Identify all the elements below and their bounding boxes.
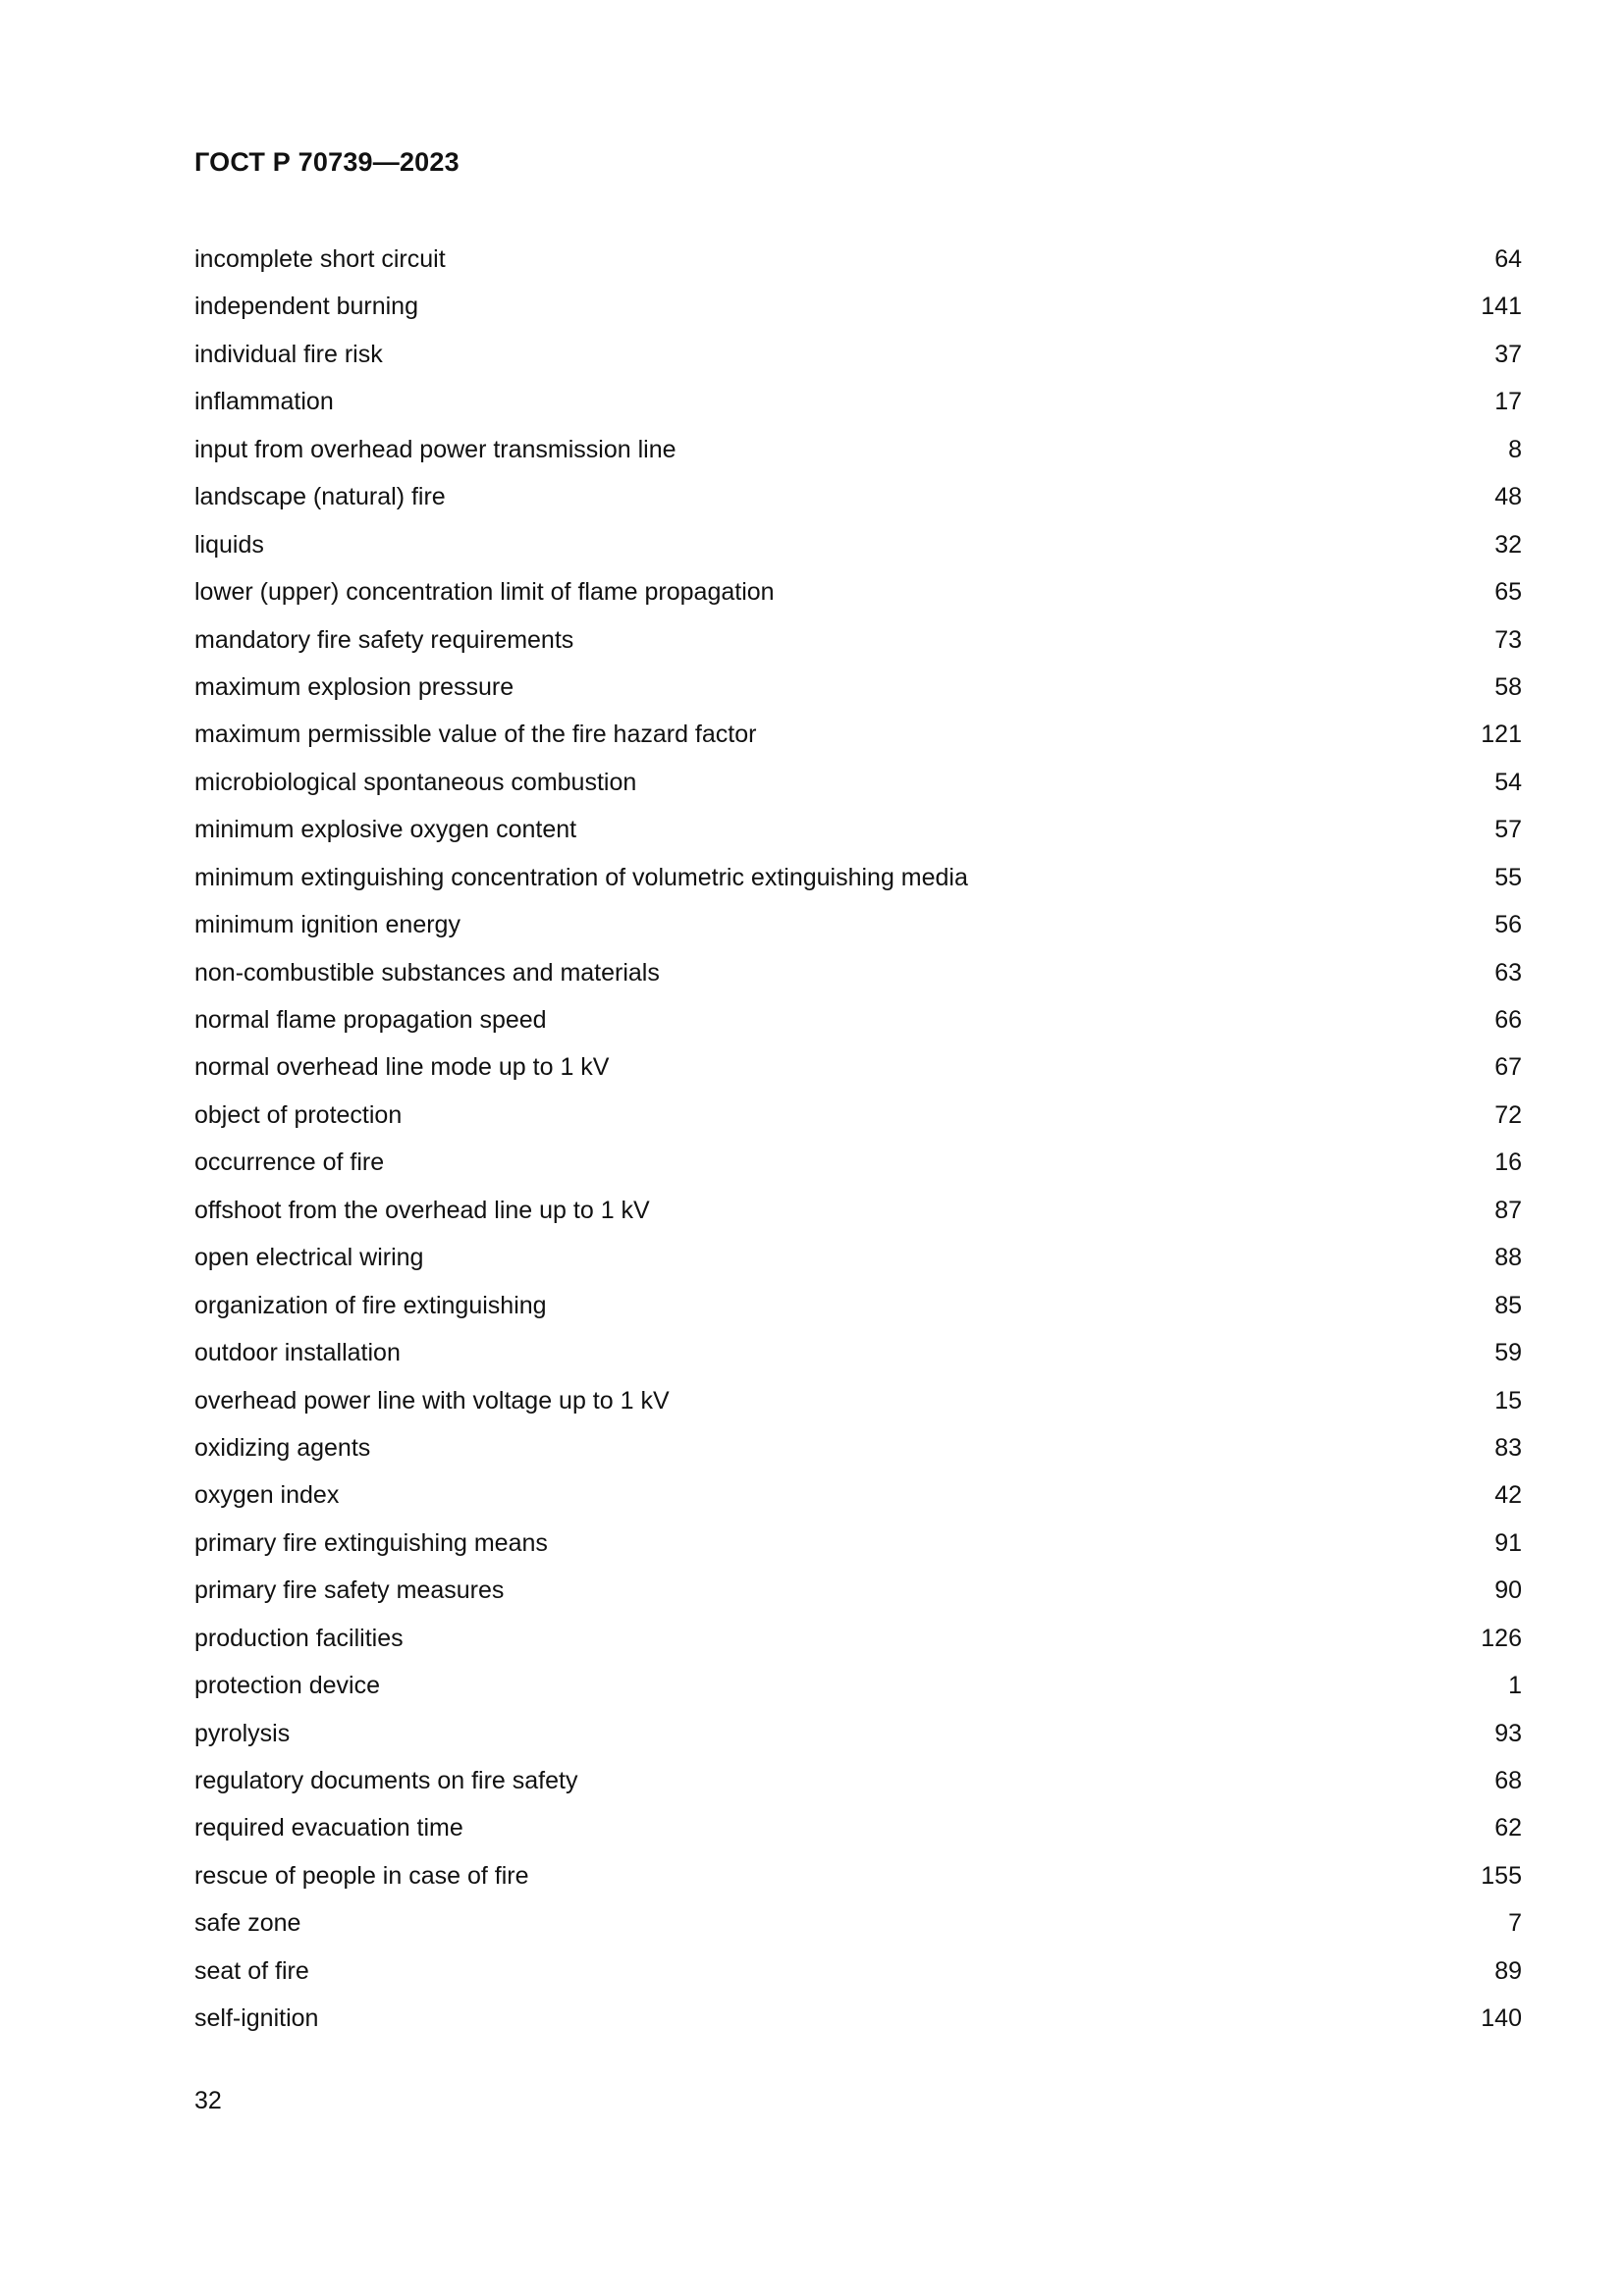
- index-term: object of protection: [194, 1100, 403, 1129]
- document-header: ГОСТ Р 70739—2023: [194, 147, 460, 177]
- index-term-number: 67: [1494, 1053, 1522, 1082]
- index-entry: [194, 949, 1522, 996]
- index-term: overhead power line with voltage up to 1 kV: [194, 1386, 670, 1415]
- index-entry: [194, 1377, 1522, 1424]
- index-term-number: 87: [1494, 1196, 1522, 1224]
- index-term: mandatory fire safety requirements: [194, 625, 574, 654]
- index-term-number: 91: [1494, 1528, 1522, 1557]
- index-term: outdoor installation: [194, 1339, 401, 1367]
- index-entry: [194, 1615, 1522, 1662]
- index-term-number: 56: [1494, 911, 1522, 939]
- index-term-number: 73: [1494, 625, 1522, 654]
- index-entry: [194, 1662, 1522, 1709]
- index-term-number: 64: [1494, 245, 1522, 273]
- index-term: minimum explosive oxygen content: [194, 816, 577, 844]
- index-entry: [194, 1424, 1522, 1471]
- index-entry: [194, 1329, 1522, 1376]
- index-term-number: 7: [1508, 1909, 1522, 1938]
- index-entry: [194, 1187, 1522, 1234]
- index-term-number: 89: [1494, 1956, 1522, 1985]
- index-entry: [194, 283, 1522, 330]
- index-term: production facilities: [194, 1624, 404, 1652]
- index-term: maximum permissible value of the fire hazard factor: [194, 721, 757, 749]
- index-term: incomplete short circuit: [194, 245, 446, 273]
- index-entry: [194, 759, 1522, 806]
- index-term-number: 17: [1494, 388, 1522, 416]
- index-term: organization of fire extinguishing: [194, 1291, 547, 1319]
- index-entry: [194, 378, 1522, 425]
- index-term: required evacuation time: [194, 1814, 463, 1842]
- index-term: lower (upper) concentration limit of flame propagation: [194, 578, 775, 607]
- index-term: primary fire safety measures: [194, 1576, 505, 1605]
- index-term: open electrical wiring: [194, 1244, 424, 1272]
- index-term: safe zone: [194, 1909, 301, 1938]
- index-entry: [194, 1567, 1522, 1614]
- index-term: normal flame propagation speed: [194, 1006, 547, 1034]
- index-term-number: 37: [1494, 340, 1522, 368]
- index-term: self-ignition: [194, 2004, 319, 2033]
- index-term-number: 8: [1508, 435, 1522, 463]
- index-entry: [194, 521, 1522, 568]
- index-term-number: 93: [1494, 1719, 1522, 1747]
- index-entry: [194, 901, 1522, 948]
- index-term-number: 88: [1494, 1244, 1522, 1272]
- index-entry: [194, 1710, 1522, 1757]
- index-term-number: 1: [1508, 1672, 1522, 1700]
- index-term-number: 141: [1481, 293, 1522, 321]
- index-term-number: 55: [1494, 863, 1522, 891]
- index-term-number: 155: [1481, 1861, 1522, 1890]
- index-term: normal overhead line mode up to 1 kV: [194, 1053, 610, 1082]
- index-entry: [194, 1471, 1522, 1519]
- index-entry: [194, 1804, 1522, 1851]
- index-term: microbiological spontaneous combustion: [194, 768, 637, 796]
- index-term-number: 15: [1494, 1386, 1522, 1415]
- index-term: individual fire risk: [194, 340, 383, 368]
- index-term: rescue of people in case of fire: [194, 1861, 529, 1890]
- index-entry: [194, 1995, 1522, 2042]
- index-term: primary fire extinguishing means: [194, 1528, 548, 1557]
- index-entry: [194, 616, 1522, 664]
- index-term-number: 85: [1494, 1291, 1522, 1319]
- index-term-number: 59: [1494, 1339, 1522, 1367]
- index-entry: [194, 331, 1522, 378]
- index-term: liquids: [194, 530, 264, 559]
- index-term-number: 66: [1494, 1006, 1522, 1034]
- index-term: oxygen index: [194, 1481, 340, 1510]
- index-term-number: 90: [1494, 1576, 1522, 1605]
- index-term-number: 32: [1494, 530, 1522, 559]
- index-term-number: 58: [1494, 672, 1522, 701]
- index-entry: [194, 1139, 1522, 1186]
- index-entry: [194, 854, 1522, 901]
- index-term: independent burning: [194, 293, 418, 321]
- index-term: occurrence of fire: [194, 1148, 385, 1177]
- index-entry: [194, 996, 1522, 1043]
- index-term-number: 68: [1494, 1767, 1522, 1794]
- index-entry: [194, 1234, 1522, 1281]
- index-entry: [194, 568, 1522, 615]
- index-term-number: 63: [1494, 958, 1522, 987]
- index-term-number: 83: [1494, 1433, 1522, 1462]
- index-term-number: 72: [1494, 1100, 1522, 1129]
- index-term: oxidizing agents: [194, 1433, 371, 1462]
- index-term: regulatory documents on fire safety: [194, 1767, 578, 1794]
- alphabetical-index: [194, 236, 1522, 2043]
- index-term: landscape (natural) fire: [194, 483, 446, 511]
- index-term: pyrolysis: [194, 1719, 291, 1747]
- index-entry: [194, 236, 1522, 283]
- index-entry: [194, 1520, 1522, 1567]
- index-term-number: 121: [1481, 721, 1522, 749]
- index-entry: [194, 806, 1522, 853]
- index-term: minimum extinguishing concentration of volumetric extinguishing media: [194, 863, 968, 891]
- index-term: inflammation: [194, 388, 334, 416]
- index-term: protection device: [194, 1672, 381, 1700]
- index-term-number: 65: [1494, 578, 1522, 607]
- index-term: offshoot from the overhead line up to 1 kV: [194, 1196, 650, 1224]
- index-term: minimum ignition energy: [194, 911, 460, 939]
- index-entry: [194, 1043, 1522, 1091]
- index-entry: [194, 1899, 1522, 1947]
- page-number: 32: [194, 2087, 222, 2114]
- index-entry: [194, 1852, 1522, 1899]
- index-entry: [194, 426, 1522, 473]
- index-entry: [194, 1092, 1522, 1139]
- index-term-number: 48: [1494, 483, 1522, 511]
- index-term-number: 54: [1494, 768, 1522, 796]
- index-term: non-combustible substances and materials: [194, 958, 660, 987]
- index-term-number: 57: [1494, 816, 1522, 844]
- index-term-number: 42: [1494, 1481, 1522, 1510]
- index-entry: [194, 1948, 1522, 1995]
- index-term: input from overhead power transmission line: [194, 435, 677, 463]
- index-term-number: 62: [1494, 1814, 1522, 1842]
- index-entry: [194, 1757, 1522, 1804]
- index-term-number: 126: [1481, 1624, 1522, 1652]
- index-term-number: 140: [1481, 2004, 1522, 2033]
- index-entry: [194, 1282, 1522, 1329]
- index-term: maximum explosion pressure: [194, 672, 514, 701]
- index-term: seat of fire: [194, 1956, 309, 1985]
- index-entry: [194, 664, 1522, 711]
- index-entry: [194, 711, 1522, 758]
- index-entry: [194, 473, 1522, 520]
- index-term-number: 16: [1494, 1148, 1522, 1177]
